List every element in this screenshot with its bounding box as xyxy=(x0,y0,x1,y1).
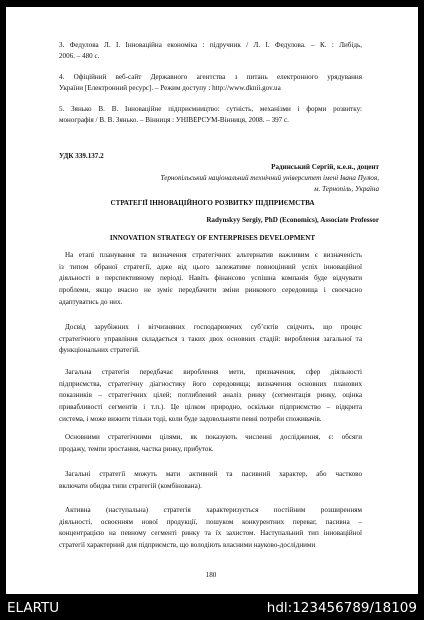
reference-item-continuation: України [Електронний ресурс]. – Режим доступу : http://www.dknii.gov.ua xyxy=(59,84,281,92)
body-paragraph-line: продажу, темпи зростання, частка ринку, прибуток. xyxy=(59,444,214,453)
reference-item: 3. Федулова Л. І. Інноваційна економіка : підручник / Л. І. Федулова. – К. : Либідь, xyxy=(59,41,362,49)
body-paragraph-line: підприємства, стратегічну діагностику його середовища; визначення основних планових xyxy=(59,379,362,388)
udc-code: УДК 339.137.2 xyxy=(59,152,104,160)
footer-repository-label: ELARTU xyxy=(7,600,60,616)
author-affiliation-location: м. Тернопіль, Україна xyxy=(314,185,379,193)
article-title-ua: СТРАТЕГІЇ ІННОВАЦІЙНОГО РОЗВИТКУ ПІДПРИЄМСТВА xyxy=(110,199,315,207)
body-paragraph-line: діяльності в перспективному періоді. Навіть фінансово успішна компанія буде відчувати xyxy=(59,274,362,283)
body-paragraph-first-line: На етапі планування та визначення стратегічних альтернатив важливим є визначеність xyxy=(65,251,362,259)
body-paragraph-line: концентрацією на певному сегменті ринку та їх захистом. Наступальний тип інноваційної xyxy=(59,529,362,538)
body-paragraph-first-line: Активна (наступальна) стратегія характеризується постійним розширенням xyxy=(65,506,362,514)
page-number: 180 xyxy=(205,571,217,579)
document-page xyxy=(6,7,418,594)
footer-handle-label: hdl:123456789/18109 xyxy=(266,600,417,616)
author-name-ua: Радинський Сергій, к.е.н., доцент xyxy=(271,163,379,171)
reference-item-continuation: 2006. – 480 с. xyxy=(59,52,100,60)
author-affiliation: Тернопільський національний технічний університет імені Івана Пулюя, xyxy=(160,174,379,182)
body-paragraph-first-line: Загальна стратегія передбачає вироблення мети, призначення, сфер діяльності xyxy=(65,368,362,376)
body-paragraph-line: проблеми, якщо вчасно не зуміє передбачити зміни ринкового середовища і своєчасно xyxy=(59,286,362,295)
article-title-en: INNOVATION STRATEGY OF ENTERPRISES DEVELOPMENT xyxy=(109,234,316,242)
body-paragraph-line: стратегії характерний для підприємств, що володіють власними науково-дослідними xyxy=(59,541,316,550)
footer-bar xyxy=(0,596,424,620)
body-paragraph-first-line: Загальні стратегії можуть мати активний та пасивний характер, або частково xyxy=(65,470,362,478)
body-paragraph-line: система, і може вижити тільки тоді, коли буде задовольняти певні потреби споживачів. xyxy=(59,414,322,423)
body-paragraph-line: привабливості сегментів і т.п.). Це цілком природно, оскільки підприємство – відкрита xyxy=(59,403,362,412)
body-paragraph-line: адаптуватись до них. xyxy=(59,297,123,306)
reference-item: 4. Офіційний веб-сайт Державного агентства з питань електронного урядування xyxy=(59,73,362,81)
body-paragraph-line: стратегічного управління складається з таких двох основних стадій: вироблення загальної та xyxy=(59,334,362,343)
body-paragraph-line: показників – стратегічних цілей; поглиблений аналіз ринку (сегментація ринку, оцінка xyxy=(59,391,362,400)
body-paragraph-line: функціональних стратегій. xyxy=(59,346,140,355)
body-paragraph-line: включати обидва типи стратегій (комбінована). xyxy=(59,481,202,490)
body-paragraph-line: із типом обраної стратегії, адже від цього залежатиме повноцінний успіх інноваційної xyxy=(59,262,362,271)
page-content xyxy=(6,7,418,594)
body-paragraph-line: діяльності, освоєнням нової продукції, пошуком конкурентних переваг, пасивна – xyxy=(59,517,362,526)
body-paragraph-first-line: Досвід зарубіжних і вітчизняних господарюючих суб’єктів свідчить, що процес xyxy=(65,323,362,331)
body-paragraph-first-line: Основними стратегічними цілями, як показують численні дослідження, є: обсяги xyxy=(65,433,362,441)
author-name-en: Radynskyy Sergiy, PhD (Economics), Associate Professor xyxy=(206,216,379,224)
reference-item: 5. Зянько В. В. Інноваційне підприємництво: сутність, механізми і форми розвитку: xyxy=(59,105,362,113)
reference-item-continuation: монографія / В. В. Зянько. – Вінниця : УНІВЕРСУМ-Вінниця, 2008. – 397 с. xyxy=(59,116,289,124)
